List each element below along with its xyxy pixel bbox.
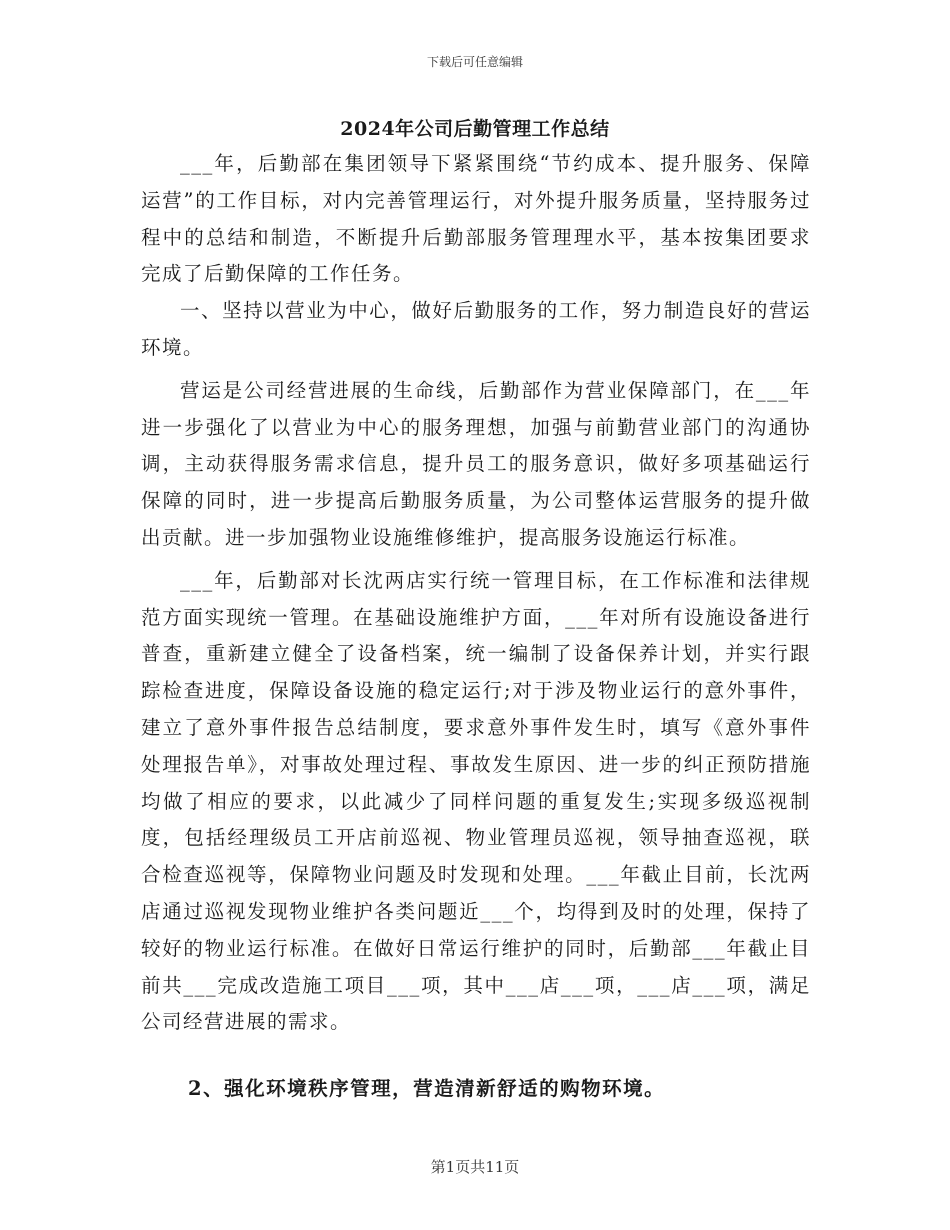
paragraph-section-one-heading: 一、坚持以营业为中心，做好后勤服务的工作，努力制造良好的营运环境。 (141, 299, 811, 359)
section-heading: 2、强化环境秩序管理，营造清新舒适的购物环境。 (188, 1077, 666, 1100)
paragraph-intro: ___年，后勤部在集团领导下紧紧围绕“节约成本、提升服务、保障运营”的工作目标，对内完善管理运行，对外提升服务质量，坚持服务过程中的总结和制造，不断提升后勤部服务管理理水平，基本按集团要求完成了后勤保障的工作任务。 (141, 152, 811, 286)
page-header-note: 下载后可任意编辑 (426, 55, 523, 69)
document-title: 2024年公司后勤管理工作总结 (340, 118, 610, 140)
paragraph-operations: 营运是公司经营进展的生命线，后勤部作为营业保障部门，在___年进一步强化了以营业为中心的服务理想，加强与前勤营业部门的沟通协调，主动获得服务需求信息，提升员工的服务意识，做好多项基础运行保障的同时，进一步提高后勤服务质量，为公司整体运营服务的提升做出贡献。进一步加强物业设施维修维护，提高服务设施运行标准。 (141, 378, 811, 549)
page-footer-number: 第1页共11页 (430, 1158, 520, 1176)
paragraph-facility-management: ___年，后勤部对长沈两店实行统一管理目标，在工作标准和法律规范方面实现统一管理。在基础设施维护方面，___年对所有设施设备进行普查，重新建立健全了设备档案，统一编制了设备保养计划，并实行跟踪检查进度，保障设备设施的稳定运行;对于涉及物业运行的意外事件，建立了意外事件报告总结制度，要求意外事件发生时，填写《意外事件处理报告单》，对事故处理过程、事故发生原因、进一步的纠正预防措施均做了相应的要求，以此减少了同样问题的重复发生;实现多级巡视制度，包括经理级员工开店前巡视、物业管理员巡视，领导抽查巡视，联合检查巡视等，保障物业问题及时发现和处理。___年截止目前，长沈两店通过巡视发现物业维护各类问题近___个，均得到及时的处理，保持了较好的物业运行标准。在做好日常运行维护的同时，后勤部___年截止目前共___完成改造施工项目___项，其中___店___项，___店___项，满足公司经营进展的需求。 (141, 568, 811, 1034)
document-body (141, 146, 811, 1041)
